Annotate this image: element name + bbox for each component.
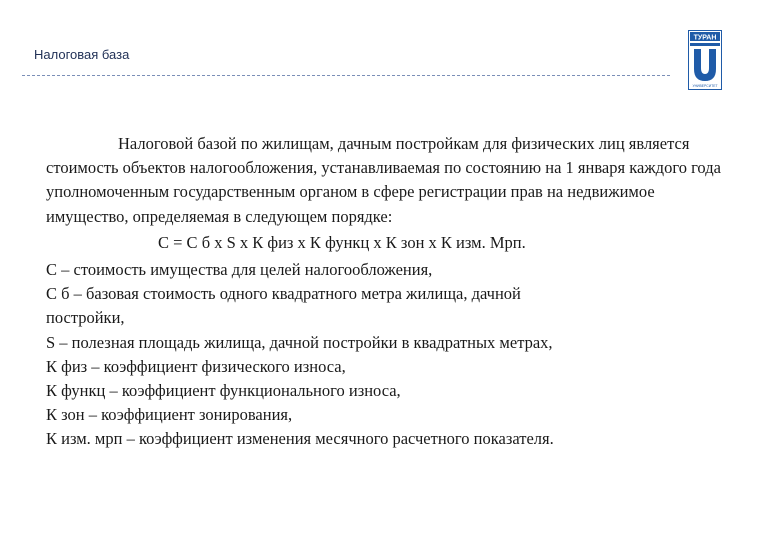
logo-text-bottom: УНИВЕРСИТЕТ bbox=[692, 84, 718, 88]
header-divider bbox=[22, 75, 670, 76]
definition-line: К зон – коэффициент зонирования, bbox=[46, 405, 293, 425]
logo-text-top: ТУРАН bbox=[693, 34, 717, 42]
definition-line: К физ – коэффициент физического износа, bbox=[46, 356, 346, 376]
definition-line: С – стоимость имущества для целей налогообложения, bbox=[46, 260, 433, 280]
tax-formula: С = С б х S х К физ х К функц х К зон х К изм. Мрп. bbox=[158, 232, 526, 252]
intro-paragraph: Налоговой базой по жилищам, дачным постройкам для физических лиц является стоимость объектов налогообложения, устанавливаемая по состоянию на 1 января каждого года уполномоченным государственным органом в сфере регистрации прав на недвижимое имущество, определяемая в следующем порядке: bbox=[46, 134, 721, 226]
definition-line: С б – базовая стоимость одного квадратного метра жилища, дачной bbox=[46, 284, 521, 304]
definition-line: К изм. мрп – коэффициент изменения месячного расчетного показателя. bbox=[46, 429, 554, 449]
definition-line: К функц – коэффициент функционального износа, bbox=[46, 381, 401, 401]
definition-line: постройки, bbox=[46, 308, 125, 328]
page-title: Налоговая база bbox=[34, 47, 130, 62]
definition-line: S – полезная площадь жилища, дачной постройки в квадратных метрах, bbox=[46, 332, 553, 352]
turan-university-logo bbox=[688, 30, 722, 90]
content-body bbox=[46, 132, 746, 452]
